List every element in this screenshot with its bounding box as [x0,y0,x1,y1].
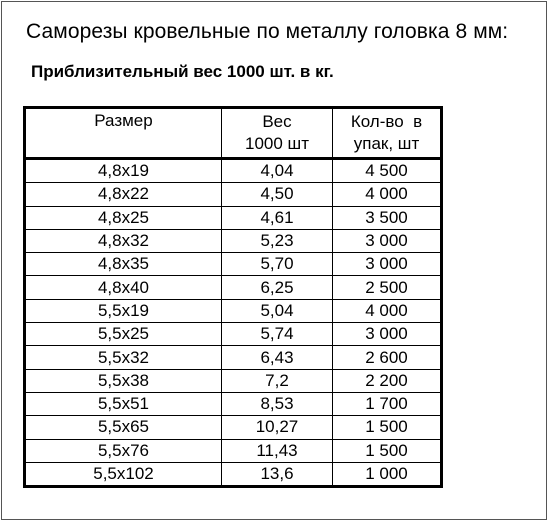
cell-qty: 1 700 [333,392,442,415]
cell-weight: 4,61 [222,206,333,229]
cell-size: 5,5x25 [25,323,222,346]
cell-size: 5,5x32 [25,346,222,369]
screw-weight-table [23,106,443,488]
cell-weight: 7,2 [222,369,333,392]
table-row [25,276,442,299]
cell-weight: 11,43 [222,439,333,462]
cell-qty: 1 500 [333,439,442,462]
cell-weight: 5,70 [222,253,333,276]
header-weight-line1: Вес [262,112,292,131]
cell-qty: 3 000 [333,323,442,346]
table-row [25,253,442,276]
cell-qty: 3 500 [333,206,442,229]
cell-qty: 2 600 [333,346,442,369]
header-weight [222,108,333,159]
table-row [25,462,442,486]
cell-weight: 5,23 [222,229,333,252]
cell-weight: 5,04 [222,299,333,322]
cell-qty: 1 500 [333,416,442,439]
header-qty-line1: Кол-во в [350,112,423,131]
header-weight-line2: 1000 шт [245,134,309,153]
cell-size: 4,8x19 [25,159,222,183]
cell-qty: 2 200 [333,369,442,392]
cell-qty: 2 500 [333,276,442,299]
cell-size: 5,5x38 [25,369,222,392]
cell-qty: 4 000 [333,183,442,206]
page-subtitle: Приблизительный вес 1000 шт. в кг. [31,62,334,81]
table-row [25,159,442,183]
cell-weight: 5,74 [222,323,333,346]
cell-weight: 6,43 [222,346,333,369]
cell-size: 4,8x32 [25,229,222,252]
cell-qty: 1 000 [333,462,442,486]
cell-weight: 8,53 [222,392,333,415]
table-row [25,183,442,206]
cell-qty: 3 000 [333,229,442,252]
cell-weight: 4,50 [222,183,333,206]
cell-size: 4,8x35 [25,253,222,276]
cell-weight: 10,27 [222,416,333,439]
cell-weight: 6,25 [222,276,333,299]
cell-weight: 4,04 [222,159,333,183]
cell-weight: 13,6 [222,462,333,486]
table-header-row [25,108,442,159]
table-row [25,392,442,415]
table-row [25,369,442,392]
cell-size: 4,8x22 [25,183,222,206]
table-row [25,439,442,462]
header-qty [333,108,442,159]
document-frame [1,1,547,520]
cell-size: 5,5x19 [25,299,222,322]
cell-size: 5,5x76 [25,439,222,462]
header-size: Размер [25,108,222,159]
cell-qty: 3 000 [333,253,442,276]
cell-size: 4,8x25 [25,206,222,229]
table-body [25,159,442,487]
cell-size: 5,5x102 [25,462,222,486]
table-row [25,346,442,369]
table-row [25,229,442,252]
table-row [25,323,442,346]
cell-size: 5,5x65 [25,416,222,439]
cell-size: 4,8x40 [25,276,222,299]
cell-size: 5,5x51 [25,392,222,415]
table-row [25,416,442,439]
header-qty-line2: упак, шт [353,134,420,153]
cell-qty: 4 000 [333,299,442,322]
table-row [25,206,442,229]
cell-qty: 4 500 [333,159,442,183]
page-title: Саморезы кровельные по металлу головка 8 мм: [26,20,509,43]
table-row [25,299,442,322]
